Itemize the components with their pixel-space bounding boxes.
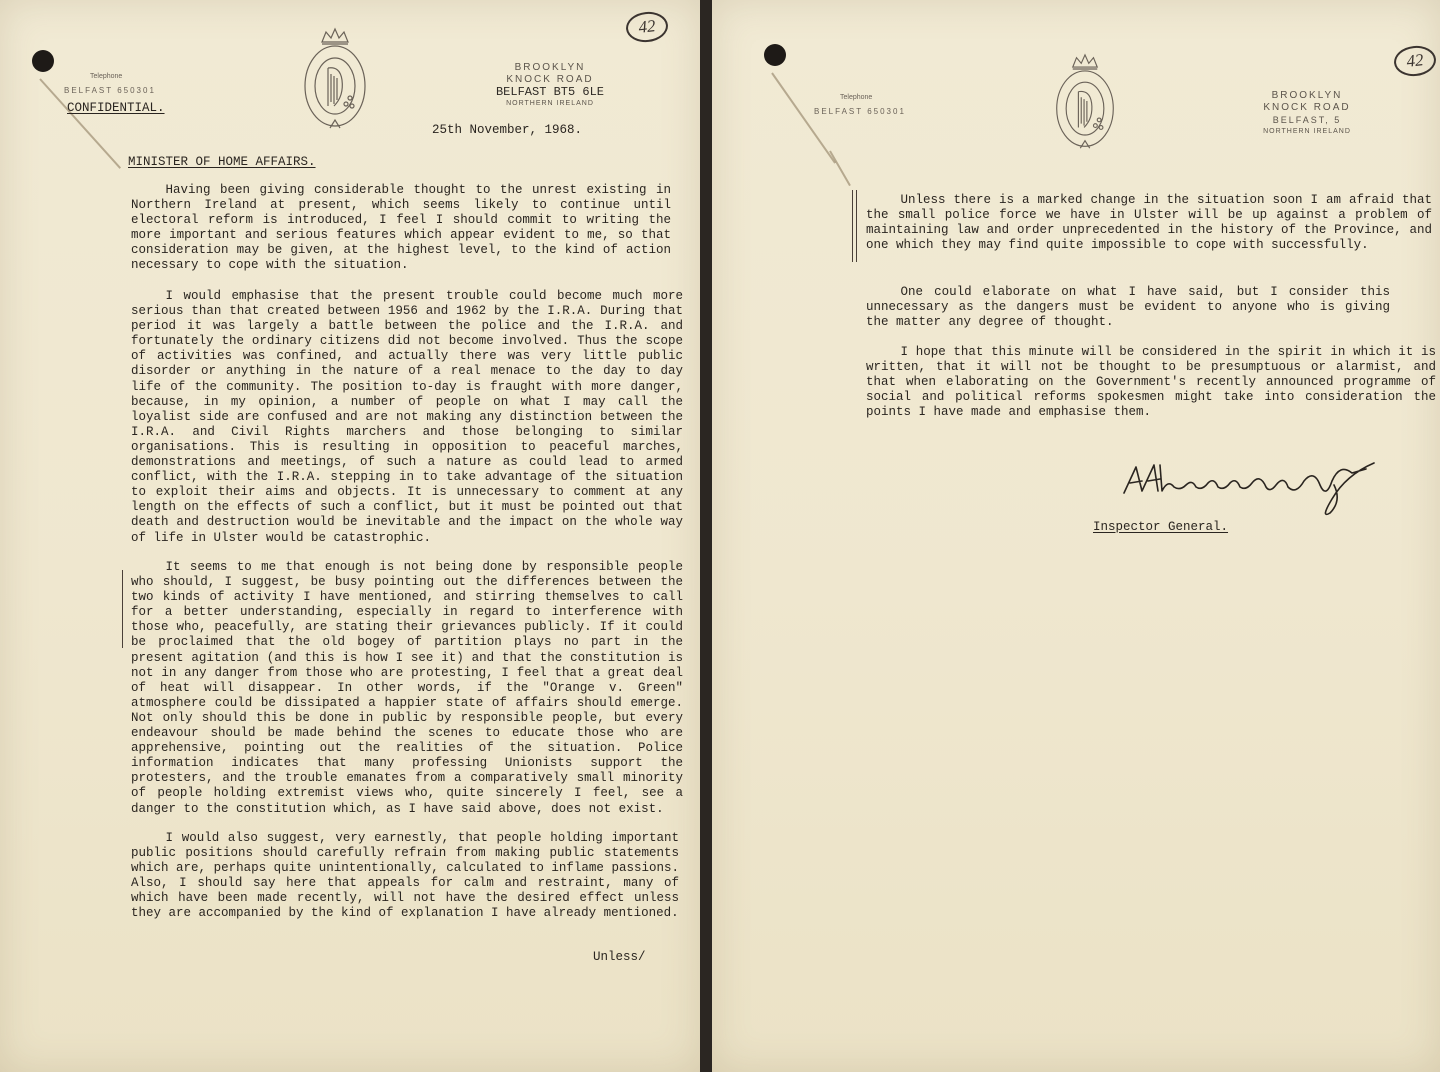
signatory-title: Inspector General. [1093, 520, 1229, 534]
body-paragraph: Unless there is a marked change in the situation soon I am afraid that the small police force we have in Ulster will be up against a problem of maintaining law and order unprecedented in the history of the Province, and one which they may find quite impossible to cope with successfully. [866, 193, 1432, 253]
telephone-number: BELFAST 650301 [814, 107, 906, 116]
address-line: BROOKLYN [514, 62, 586, 73]
body-paragraph: I would emphasise that the present trouble could become much more serious than that created between 1956 and 1962 by the I.R.A. During that period it was largely a battle between the police and the I.R.A. and fortunately the ordinary citizens did not become involved. Thus the scope of activities was confined, and actually there was very little public disorder or anything in the nature of a real menace to the day to day life of the community. The position to-day is fraught with more danger, because, in my opinion, a number of people on what I may call the loyalist side are confused and are not making any distinction between the I.R.A. and Civil Rights marchers and those belonging to similar organisations. This is resulting in opposition to peaceful marches, demonstrations and meetings, of such a nature as could lead to armed conflict, with the I.R.A. stepping in to take advantage of the situation to exploit their aims and objects. It is unnecessary to comment at any length on the effects of such a conflict, but it must be pointed out that death and destruction would be inevitable and the impact on the whole way of life in Ulster would be catastrophic. [131, 289, 683, 545]
telephone-label: Telephone [90, 73, 123, 80]
folio-number: 42 [625, 10, 670, 44]
ruc-crest-emblem [1052, 50, 1118, 154]
body-paragraph: One could elaborate on what I have said, but I consider this unnecessary as the dangers must be evident to anyone who is giving the matter any degree of thought. [866, 285, 1390, 330]
classification-label: CONFIDENTIAL. [67, 101, 165, 115]
address-line: NORTHERN IRELAND [506, 100, 594, 107]
scan-gutter [700, 0, 712, 1072]
margin-sideline [122, 570, 123, 648]
body-paragraph: I would also suggest, very earnestly, that people holding important public positions should carefully refrain from making public statements which are, perhaps quite unintentionally, calculated to inflame passions. Also, I should say here that appeals for calm and restraint, many of which have been made recently, will not have the desired effect unless they are accompanied by the kind of explanation I have already mentioned. [131, 831, 679, 921]
folio-number: 42 [1393, 44, 1438, 78]
letter-page-1 [0, 0, 700, 1072]
address-line: KNOCK ROAD [506, 74, 594, 85]
letter-page-2 [712, 0, 1440, 1072]
address-line: KNOCK ROAD [1263, 102, 1351, 113]
telephone-label: Telephone [840, 94, 873, 101]
address-line: BROOKLYN [1271, 90, 1343, 101]
handwritten-signature [1120, 455, 1380, 524]
body-paragraph: It seems to me that enough is not being done by responsible people who should, I suggest, be busy pointing out the differences between the two kinds of activity I have mentioned, and stirring themselves to call for a better understanding, especially in regard to interference with those who, peacefully, are stating their grievances publicly. If it could be proclaimed that the old bogey of partition plays no part in the present agitation (and this is how I see it) and that the constitution is not in any danger from those who are protesting, I feel that a great deal of heat will disappear. In other words, if the "Orange v. Green" atmosphere could be dissipated a happier state of affairs should emerge. Not only should this be done in public by responsible people, but every endeavour should be made behind the scenes to educate those who are apprehensive, pointing out the realities of the situation. Police information indicates that many professing Unionists support the protesters, and the trouble emanates from a comparatively small minority of people holding extremist views who, quite sincerely I feel, see a danger to the constitution which, as I have said above, does not exist. [131, 560, 683, 816]
catchword: Unless/ [593, 950, 646, 964]
address-line: NORTHERN IRELAND [1263, 128, 1351, 135]
paper-tear [829, 151, 851, 187]
letter-date: 25th November, 1968. [432, 123, 583, 137]
address-line: BELFAST, 5 [1272, 115, 1342, 125]
telephone-block [64, 73, 156, 98]
letterhead-address [490, 62, 610, 110]
body-paragraph: I hope that this minute will be considered in the spirit in which it is written, that it will not be thought to be presumptuous or alarmist, and that when elaborating on the Government's recently announced programme of social and political reforms spokesmen might take into consideration the points I have made and emphasise them. [866, 345, 1436, 420]
body-paragraph: Having been giving considerable thought to the unrest existing in Northern Ireland at present, which seems likely to continue until electoral reform is introduced, I feel I should commit to writing the more important and serious features which appear evident to me, so that consideration may be given, at the highest level, to the kind of action necessary to cope with the situation. [131, 183, 671, 273]
ruc-crest-emblem [300, 24, 370, 134]
telephone-block [814, 94, 906, 119]
punch-hole [764, 44, 786, 66]
addressee-heading: MINISTER OF HOME AFFAIRS. [128, 155, 316, 169]
telephone-number: BELFAST 650301 [64, 86, 156, 95]
punch-hole [32, 50, 54, 72]
margin-sideline [852, 190, 857, 262]
address-line: BELFAST BT5 6LE [495, 85, 605, 99]
letterhead-address [1242, 90, 1372, 138]
